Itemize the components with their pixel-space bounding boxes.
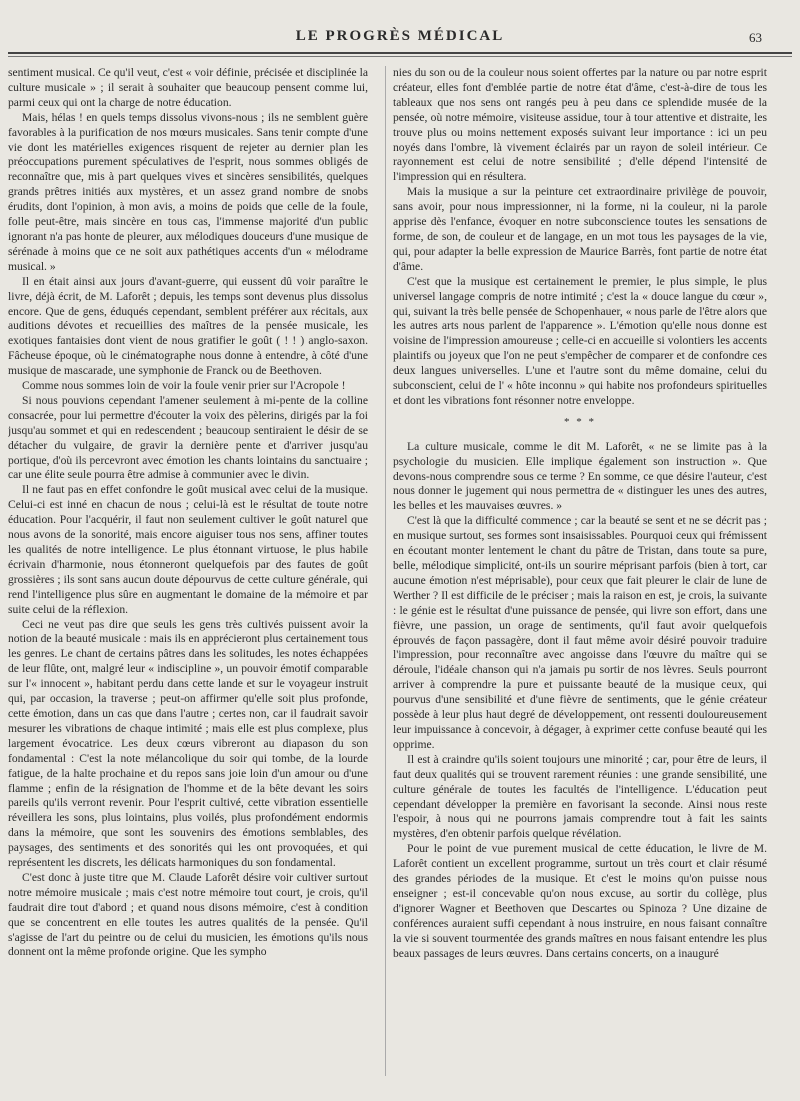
column-divider	[385, 66, 386, 1076]
left-column	[8, 66, 368, 1086]
paragraph: Si nous pouvions cependant l'amener seulement à mi-pente de la colline consacrée, pour lui permettre d'écouter la voix des pèlerins, dirigés par la foi jusqu'au sommet et qui en redescendent ; beaucoup sentiraient le désir de se détacher du vulgaire, de gravir la dernière pente et d'arriver jusqu'au portique, d'où ils percevront avec émotion les chants lointains du sanctuaire ; car une élite seule pourra être admise à communier avec le divin.	[8, 393, 368, 482]
paragraph: Il ne faut pas en effet confondre le goût musical avec celui de la musique. Celui-ci est inné en chacun de nous ; celui-là est le résultat de toute notre éducation. Pour l'acquérir, il faut non seulement cultiver le goût naturel que nous avons de la sonorité, mais encore aiguiser tous nos sens, affiner toutes les qualités de notre intelligence. Le plus étonnant virtuose, le plus habile écrivain d'harmonie, nous étonneront quelquefois par des fautes de goût grossières ; ils sont sans aucun doute dépourvus de cette culture générale, qui rend l'intelligence plus sûre en augmentant le domaine de la mémoire et par suite celui de la réflexion.	[8, 483, 368, 616]
paragraph: Mais la musique a sur la peinture cet extraordinaire privilège de pouvoir, sans avoir, pour nous impressionner, ni la forme, ni la couleur, ni la parole apprise dès l'enfance, évoquer en notre subconscience toutes les sensations de forme, de son, de couleur et de langage, en un mot tous les paysages de la vie, qui, pour adapter la belle expression de Maurice Barrès, font partie de notre état d'âme.	[393, 185, 767, 273]
paragraph: C'est donc à juste titre que M. Claude Laforêt désire voir cultiver surtout notre mémoire musicale ; mais c'est notre mémoire tout court, je crois, qu'il faudrait dire tout d'abord ; et quand nous disons mémoire, c'est à condition que se concentrent en elle toutes les autres qualités de la pensée. Qu'il s'agisse de l'art du peintre ou de celui du musicien, les émotions qu'ils nous donnent ont la même profonde origine. Que les sympho	[8, 870, 368, 959]
paragraph: Il est à craindre qu'ils soient toujours une minorité ; car, pour être de leurs, il faut deux qualités qui se trouvent rarement réunies : une grande sensibilité, une culture générale de toutes les facultés de l'intelligence. L'éducation peut cependant développer la première en favorisant la seconde. Ainsi nous reste l'espoir, à nous qui ne pourrons jamais comprendre tout à fait les saints mystères, d'en obtenir parfois quelque révélation.	[393, 752, 767, 841]
paragraph: La culture musicale, comme le dit M. Laforêt, « ne se limite pas à la psychologie du musicien. Elle implique également son instruction ». Que devons-nous comprendre sous ce terme ? En somme, ce que désire l'auteur, c'est nous donner le jugement qui nous permettra de « distinguer les unes des autres, les belles et les mauvaises œuvres. »	[393, 439, 767, 513]
running-title: LE PROGRÈS MÉDICAL	[295, 28, 505, 44]
paragraph: Pour le point de vue purement musical de cette éducation, le livre de M. Laforêt contient un excellent programme, surtout un très court et clair résumé des grandes périodes de la musique. Et c'est le moins qu'on puisse nous enseigner ; est-il concevable qu'on nous excuse, au sortir du collège, plus d'ignorer Wagner et Beethoven que Descartes ou Spinoza ? Une dizaine de conférences auraient suffi cependant à nous instruire, en nous faisant connaître la vie si souvent tourmentée des grands maîtres en nous faisant entendre les plus beaux passages de leurs œuvres. Dans certains concerts, on a inauguré	[393, 842, 767, 960]
paragraph: nies du son ou de la couleur nous soient offertes par la nature ou par notre esprit créateur, elles font d'emblée partie de notre état d'âme, c'est-à-dire de tous les tableaux que nos sens ont rangés peu à peu dans ce splendide musée de la pensée, où notre mémoire, visiteuse assidue, tour à tour attentive et distraite, les trouve plus ou moins nettement exposés suivant leur importance : ici un peu noyés dans l'ombre, là vivement éclairés par un rayon de soleil intérieur. Ce rayonnement est celui de notre sensibilité ; d'elle dépend l'intensité de l'impression qui en résultera.	[393, 66, 767, 184]
section-ornament: * * *	[564, 415, 596, 428]
paragraph: Comme nous sommes loin de voir la foule venir prier sur l'Acropole !	[22, 379, 346, 393]
page-number: 63	[749, 30, 762, 45]
paragraph: Il en était ainsi aux jours d'avant-guerre, qui eussent dû voir paraître le livre, déjà écrit, de M. Laforêt ; depuis, les temps sont devenus plus dissolus encore. Que de gens, éduqués cependant, semblent préférer aux récitals, aux auditions dévotes et recueillies des maîtres de la pensée musicale, les exotiques fantaisies dont vient de nous gratifier le goût ( ! ! ) anglo-saxon. Fâcheuse époque, où le cinématographe nous donne à entendre, à côté d'une musique de mascarade, une symphonie de Franck ou de Beethoven.	[8, 274, 368, 378]
paragraph: Mais, hélas ! en quels temps dissolus vivons-nous ; ils ne semblent guère favorables à la purification de nos mœurs musicales. Sans tenir compte d'une vie dont les matérielles exigences risquent de rejeter au dernier plan les préoccupations purement spéculatives de l'esprit, nous sommes obligés de reconnaître que, mis à part quelques vives et sincères sensibilités, quelques grands prêtres initiés aux mystères, et un assez grand nombre de snobs érudits, dont l'opinion, à mon avis, a moins de poids que celle de la foule, folle peut-être, mais sincère en tous cas, l'immense majorité d'un public ignorant n'a pas honte de pleurer, aux mélodiques douceurs d'une musique de sérénade à moins que ce ne soit aux pathétiques accents d'un « mélodrame musical. »	[8, 110, 368, 273]
paragraph: sentiment musical. Ce qu'il veut, c'est « voir définie, précisée et disciplinée la culture musicale » ; il serait à souhaiter que beaucoup pensent comme lui, parmi ceux qui ont la charge de notre éducation.	[8, 66, 368, 109]
paragraph: C'est là que la difficulté commence ; car la beauté se sent et ne se décrit pas ; en musique surtout, ses formes sont insaisissables. Pourquoi ceux qui frémissent en écoutant monter lentement le chant du pâtre de Tristan, dans toute sa pure, belle, mélodique simplicité, ont-ils un sourire méprisant parfois (bien à tort, car aucune émotion n'est méprisable), pour ceux que fait pleurer le clair de lune de Werther ? Il est difficile de le préciser ; mais la raison en est, je crois, la suivante : le génie est le résultat d'une puissance de pensée, qui livre son effort, dans une fièvre, une passion, un orage de sentiments, qu'il faut avoir quelquefois éprouvés de façon passagère, dont il faut même avoir désiré pouvoir traduire l'impression, pour reconnaître avec angoisse dans l'œuvre du maître qui se déroule, l'idéale chanson qui n'a jamais pu sortir de nos lèvres. Seuls pourront arriver à comprendre la pure et puissante beauté de la musique ceux, qui pourvus d'une sensibilité et d'une fièvre de sentiments, que le génie créateur possède à leur plus haut degré de développement, ont ressenti douloureusement leur impuissance à concevoir, à dégager, à exprimer cette confuse beauté qui les opprime.	[393, 514, 767, 751]
header-rule	[8, 52, 792, 57]
right-column	[393, 66, 767, 1086]
paragraph: Ceci ne veut pas dire que seuls les gens très cultivés puissent avoir la notion de la beauté musicale : mais ils en apprécieront plus certainement tous les genres. Le chant de certains pâtres dans les solitudes, les notes échappées de leur flûte, ont, malgré leur « indiscipline », un pouvoir émotif comparable sur l'« innocent », habitant perdu dans cette lande et sur le voyageur instruit qui, par occasion, la traverse ; peut-on affirmer qu'elle soit plus profonde, cette émotion, dans un cas que dans l'autre ; certes non, car il faudrait savoir mesurer les vibrations de chaque intimité ; mais elle est plus complexe, plus largement évocatrice. Les deux cœurs vibreront au diapason du son fondamental : C'est la note mélancolique du soir qui tombe, de la lourde fatigue, de la halte prochaine et du repos sans joie loin d'un amour ou d'une flamme ; enfin de la résignation de l'homme et de la bête devant les soirs pareils qu'ils verront revenir. Pour l'esprit cultivé, cette vibration essentielle réveillera les sons, plus lointains, plus voilés, plus profondément endormis dans la mémoire, que sont les souvenirs des émotions semblables, des paysages, des sentiments et des sonorités qui les ont provoquées, et qui représentent les discrets, les délicats harmoniques du son fondamental.	[8, 617, 368, 870]
paragraph: C'est que la musique est certainement le premier, le plus simple, le plus universel langage compris de notre intimité ; c'est la « douce langue du cœur », qui, suivant la très belle pensée de Schopenhauer, « nous parle de l'être alors que les autres arts nous parlent de l'apparence ». L'émotion qu'elle nous donne est voisine de l'impression amoureuse ; celle-ci en accueille si volontiers les accents plaintifs ou joyeux que l'on ne peut s'empêcher de comparer et de confondre ces deux langues universelles. L'une et l'autre sont du même domaine, celui du subconscient, celui de l' « hôte inconnu » qui habite nos profondeurs spirituelles et dont les vibrations font résonner notre enveloppe.	[393, 274, 767, 407]
page-header	[0, 26, 800, 50]
